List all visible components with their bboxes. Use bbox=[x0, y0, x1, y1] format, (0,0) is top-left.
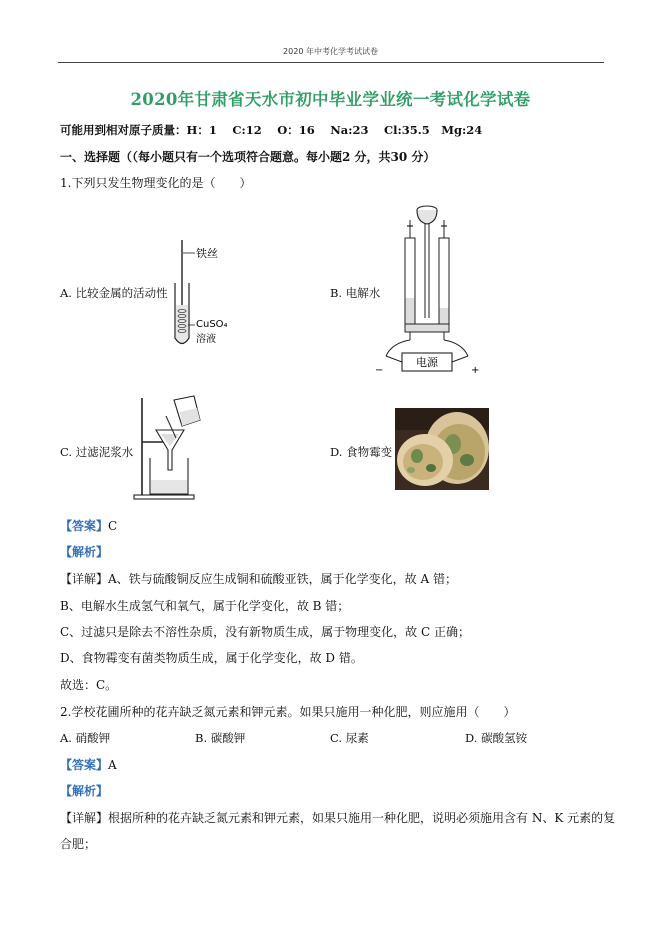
detail-2-text: 根据所种的花卉缺乏氮元素和钾元素，如果只施用一种化肥，说明必须施用含有 N、K 元素的复 bbox=[108, 811, 616, 825]
answer-1-value: C bbox=[108, 519, 118, 533]
option-2c: C. 尿素 bbox=[330, 731, 369, 745]
option-2a: A. 硝酸钾 bbox=[60, 731, 111, 745]
running-header: 2020 年中考化学考试试卷 bbox=[283, 47, 378, 56]
minus-terminal: − bbox=[375, 365, 384, 376]
plus-terminal: + bbox=[471, 365, 480, 376]
question-2-stem: 2.学校花圃所种的花卉缺乏氮元素和钾元素。如果只施用一种化肥，则应施用（ ） bbox=[60, 705, 516, 719]
figure-iron-wire-test-tube bbox=[155, 235, 245, 353]
answer-2 bbox=[60, 757, 117, 773]
option-1d: D. 食物霉变 bbox=[330, 445, 393, 459]
detail-2-cont: 合肥； bbox=[60, 837, 97, 851]
detail-1c: C、过滤只是除去不溶性杂质，没有新物质生成，属于物理变化，故 C 正确； bbox=[60, 625, 470, 639]
analysis-2-tag: 【解析】 bbox=[60, 784, 109, 798]
answer-1 bbox=[60, 518, 117, 534]
option-2d: D. 碳酸氢铵 bbox=[465, 731, 528, 745]
answer-tag: 【答案】 bbox=[60, 758, 109, 772]
conclusion-1: 故选：C。 bbox=[60, 678, 118, 692]
option-2b: B. 碳酸钾 bbox=[195, 731, 246, 745]
header-rule bbox=[58, 62, 604, 63]
detail-1a-text: A、铁与硫酸铜反应生成铜和硫酸亚铁，属于化学变化，故 A 错； bbox=[108, 572, 457, 586]
moldy-bread-photo bbox=[395, 408, 489, 490]
option-1b: B. 电解水 bbox=[330, 286, 381, 300]
solution-formula: CuSO₄ bbox=[196, 319, 228, 330]
option-1c: C. 过滤泥浆水 bbox=[60, 445, 134, 459]
solution-label: 溶液 bbox=[196, 334, 216, 345]
detail-1a bbox=[60, 571, 457, 587]
detail-tag: 【详解】 bbox=[60, 572, 109, 586]
figure-filtration bbox=[130, 394, 210, 502]
detail-tag: 【详解】 bbox=[60, 811, 109, 825]
answer-2-value: A bbox=[108, 758, 117, 772]
atomic-masses: 可能用到相对原子质量：H：1 C:12 O：16 Na:23 Cl:35.5 Mg:24 bbox=[60, 123, 483, 137]
option-1a: A. 比较金属的活动性 bbox=[60, 286, 168, 300]
power-label: 电源 bbox=[416, 356, 438, 369]
section-heading: 一、选择题（（每小题只有一个选项符合题意。每小题2 分，共30 分） bbox=[60, 150, 436, 164]
figure-electrolysis bbox=[372, 198, 482, 378]
question-1-stem: 1.下列只发生物理变化的是（ ） bbox=[60, 176, 252, 190]
detail-1d: D、食物霉变有菌类物质生成，属于化学变化，故 D 错。 bbox=[60, 651, 363, 665]
detail-1b: B、电解水生成氢气和氧气，属于化学变化，故 B 错； bbox=[60, 599, 350, 613]
analysis-1-tag: 【解析】 bbox=[60, 545, 109, 559]
detail-2 bbox=[60, 810, 615, 826]
answer-tag: 【答案】 bbox=[60, 519, 109, 533]
wire-label: 铁丝 bbox=[196, 247, 218, 260]
page-title: 2020年甘肃省天水市初中毕业学业统一考试化学试卷 bbox=[130, 90, 531, 109]
